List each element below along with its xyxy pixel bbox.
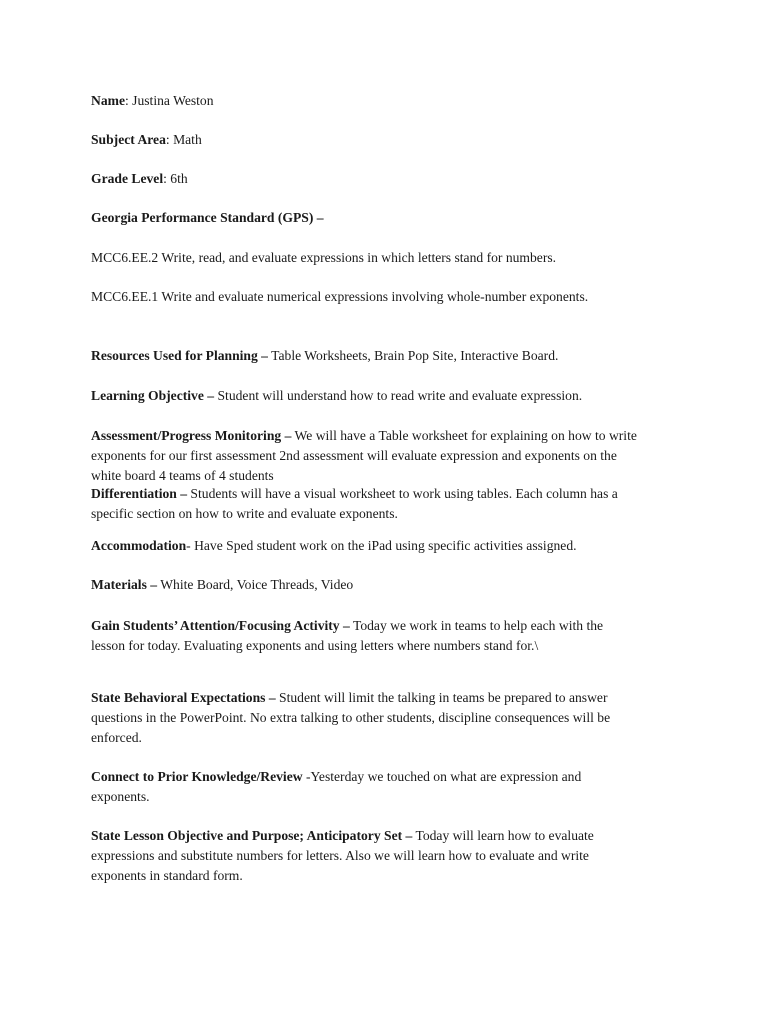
- resources-label: Resources Used for Planning –: [91, 348, 268, 363]
- resources-value: Table Worksheets, Brain Pop Site, Interactive Board.: [267, 348, 559, 363]
- behavior-text-3: enforced.: [91, 730, 142, 745]
- subject-value: : Math: [165, 132, 202, 147]
- objective-line: [91, 386, 691, 406]
- purpose-label: State Lesson Objective and Purpose; Anticipatory Set –: [91, 828, 413, 843]
- behavior-text-2: questions in the PowerPoint. No extra talking to other students, discipline consequences will be: [91, 710, 611, 725]
- prior-text-2: exponents.: [91, 789, 150, 804]
- assessment-text-3: white board 4 teams of 4 students: [91, 468, 274, 483]
- assessment-text-2: exponents for our first assessment 2nd assessment will evaluate expression and exponents on the: [91, 448, 617, 463]
- accommodation-value: - Have Sped student work on the iPad using specific activities assigned.: [186, 538, 577, 553]
- name-label: Name: [91, 93, 125, 108]
- assessment-text-1: We will have a Table worksheet for explaining on how to write: [291, 428, 637, 443]
- accommodation-line: [91, 536, 691, 556]
- gps-label: Georgia Performance Standard (GPS) –: [91, 210, 324, 225]
- behavior-label: State Behavioral Expectations –: [91, 690, 276, 705]
- objective-label: Learning Objective –: [91, 388, 215, 403]
- name-value: : Justina Weston: [124, 93, 214, 108]
- behavior-text-1: Student will limit the talking in teams be prepared to answer: [275, 690, 608, 705]
- standard-ee1: MCC6.EE.1 Write and evaluate numerical expressions involving whole-number exponents.: [91, 289, 589, 304]
- standard-ee2: MCC6.EE.2 Write, read, and evaluate expressions in which letters stand for numbers.: [91, 250, 557, 265]
- objective-value: Student will understand how to read write and evaluate expression.: [214, 388, 583, 403]
- purpose-text-3: exponents in standard form.: [91, 868, 243, 883]
- attention-label: Gain Students’ Attention/Focusing Activity –: [91, 618, 350, 633]
- behavior-section: [91, 688, 691, 748]
- prior-knowledge-section: [91, 767, 691, 807]
- differentiation-section: [91, 484, 691, 524]
- attention-text-2: lesson for today. Evaluating exponents and using letters where numbers stand for.\: [91, 638, 539, 653]
- assessment-section: [91, 426, 691, 486]
- purpose-section: [91, 826, 691, 886]
- purpose-text-2: expressions and substitute numbers for letters. Also we will learn how to evaluate and write: [91, 848, 589, 863]
- differentiation-label: Differentiation –: [91, 486, 188, 501]
- attention-text-1: Today we work in teams to help each with the: [349, 618, 604, 633]
- accommodation-label: Accommodation: [91, 538, 187, 553]
- materials-line: [91, 575, 691, 595]
- assessment-label: Assessment/Progress Monitoring –: [91, 428, 292, 443]
- subject-line: [91, 130, 691, 150]
- materials-label: Materials –: [91, 577, 158, 592]
- grade-line: [91, 169, 691, 189]
- name-line: [91, 91, 691, 111]
- prior-text-1: -Yesterday we touched on what are expression and: [302, 769, 582, 784]
- resources-line: [91, 346, 691, 366]
- subject-label: Subject Area: [91, 132, 166, 147]
- grade-value: : 6th: [163, 171, 188, 186]
- prior-label: Connect to Prior Knowledge/Review: [91, 769, 303, 784]
- differentiation-text-1: Students will have a visual worksheet to work using tables. Each column has a: [187, 486, 618, 501]
- grade-label: Grade Level: [91, 171, 164, 186]
- purpose-text-1: Today will learn how to evaluate: [412, 828, 594, 843]
- materials-value: White Board, Voice Threads, Video: [157, 577, 354, 592]
- differentiation-text-2: specific section on how to write and evaluate exponents.: [91, 506, 398, 521]
- gps-heading: [91, 208, 691, 228]
- attention-section: [91, 616, 691, 656]
